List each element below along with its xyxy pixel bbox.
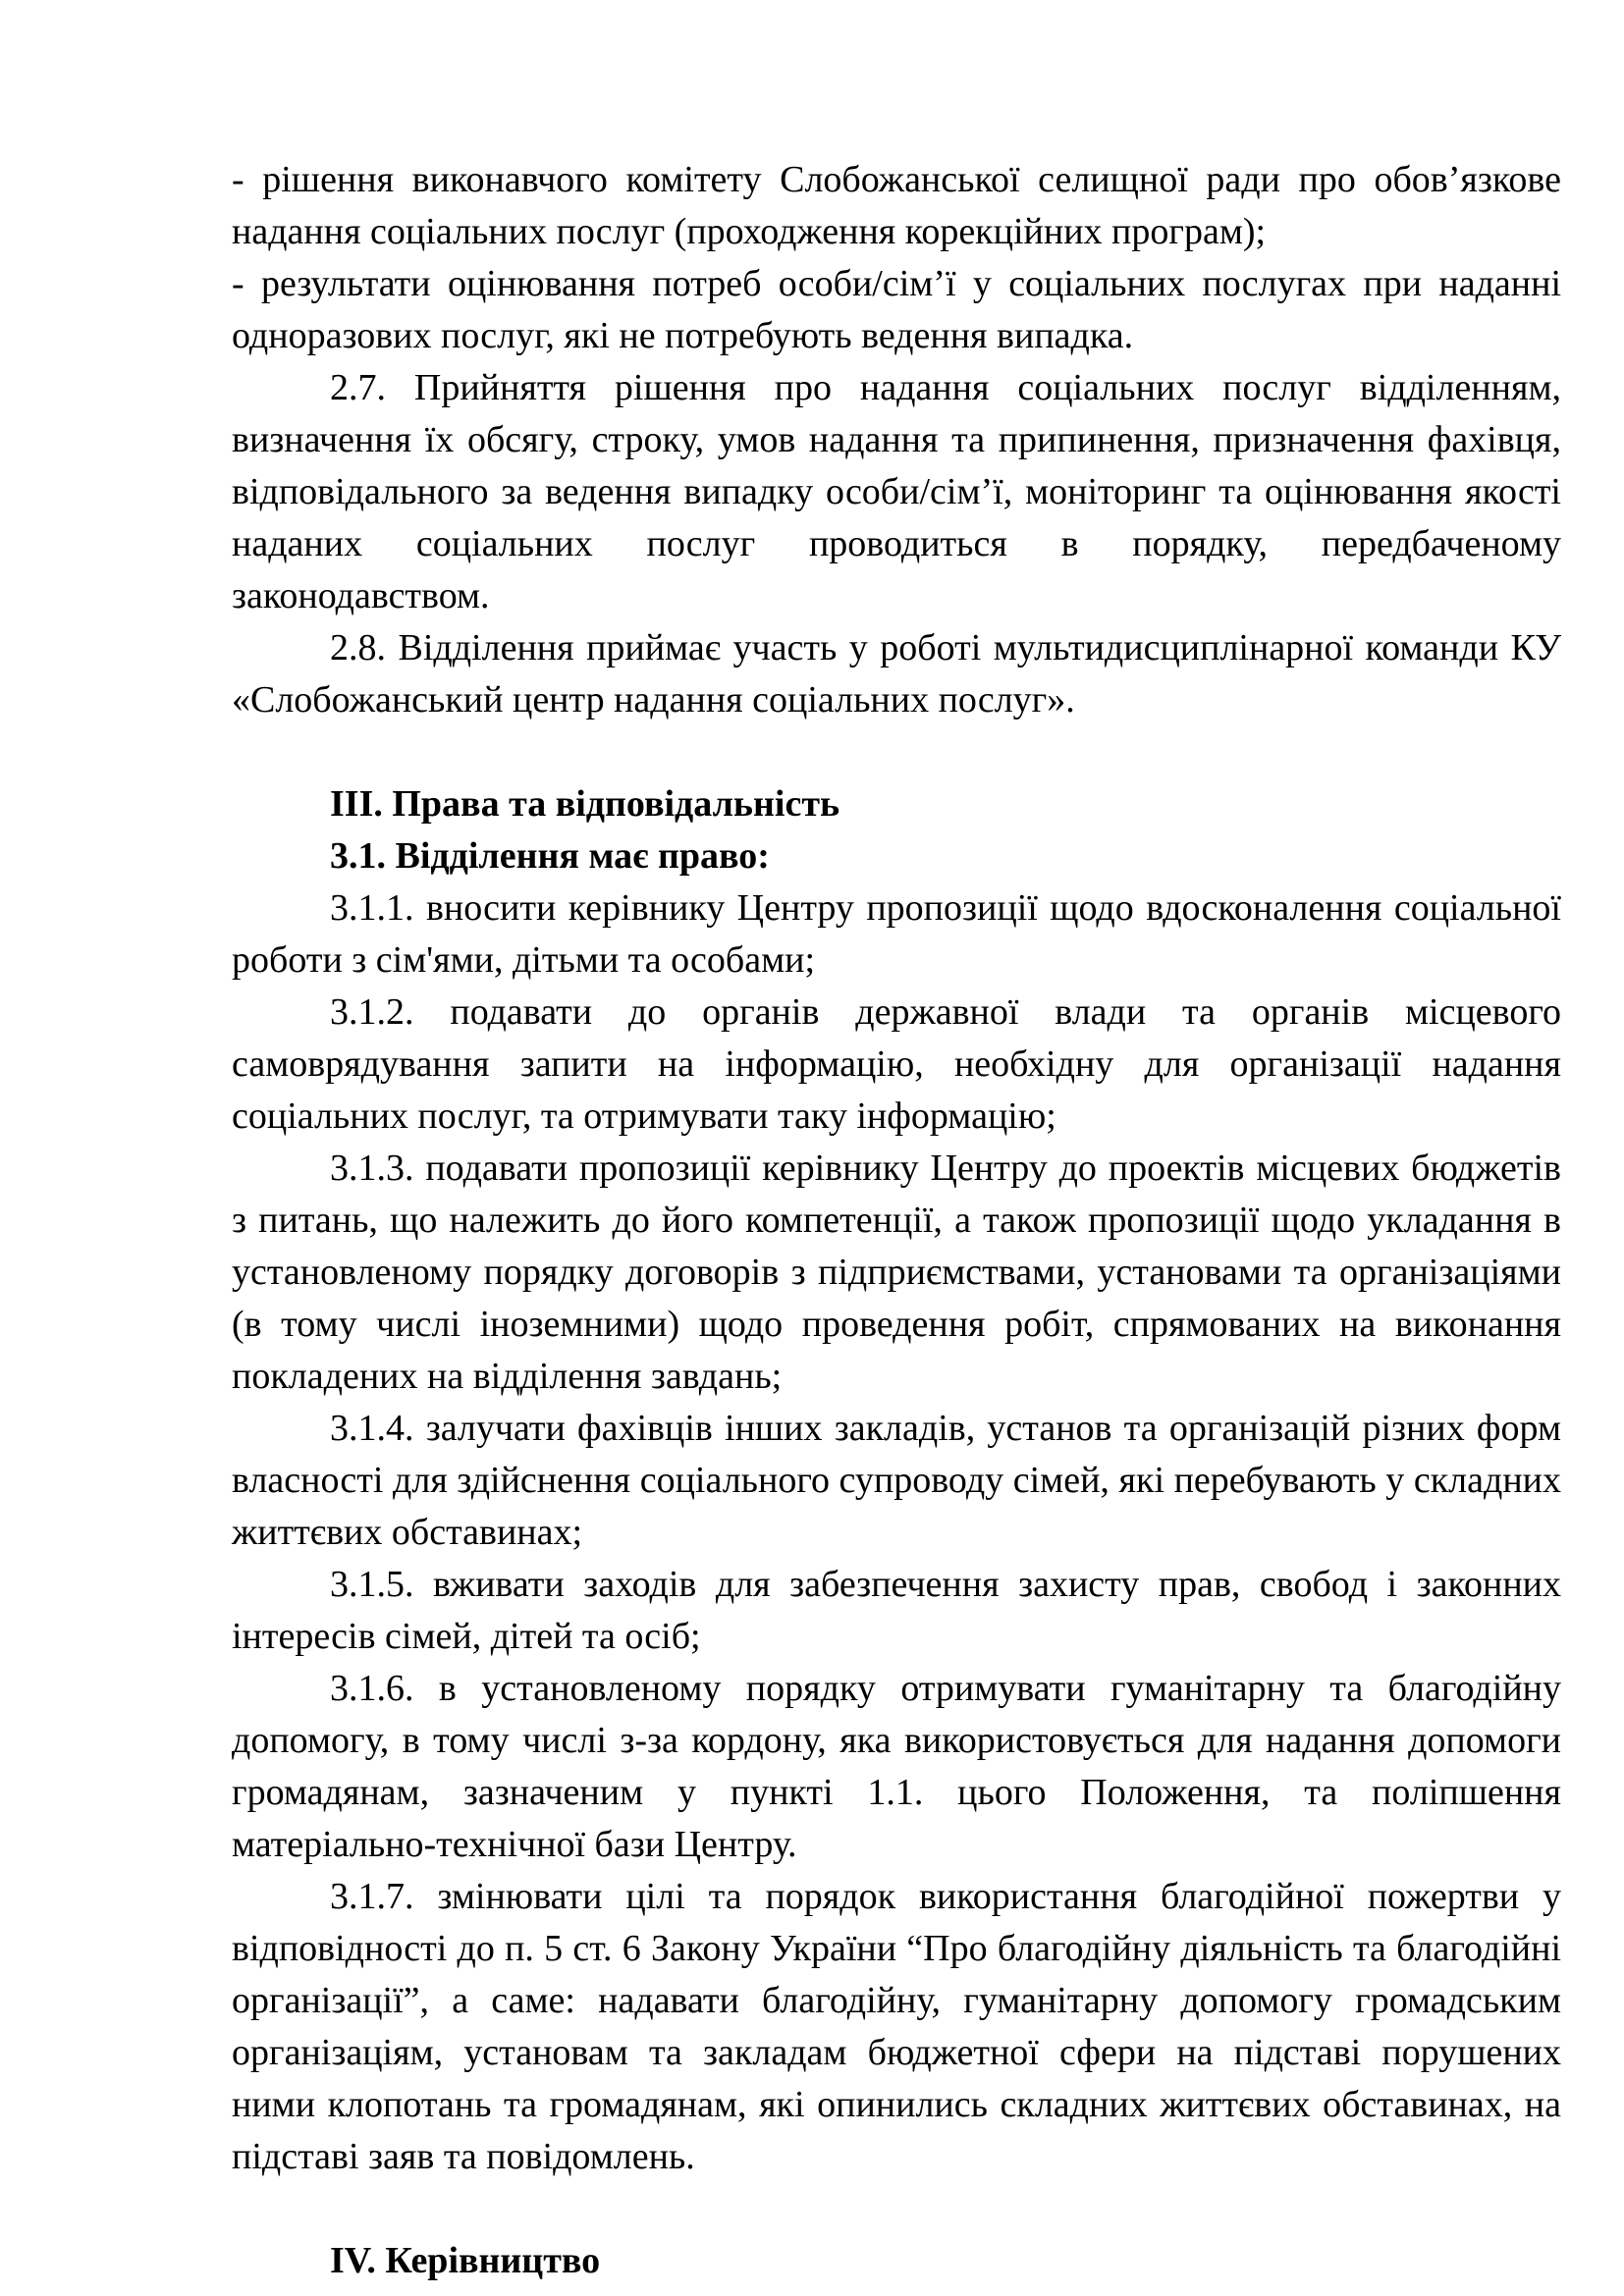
clause-3-1-6: 3.1.6. в установленому порядку отримувати гуманітарну та благодійну допомогу, в тому числі з-за кордону, яка використовується для надання допомоги громадянам, зазначеним у пункті 1.1. цього Положення, та поліпшення матеріально-технічної бази Центру. xyxy=(232,1668,1561,1865)
clause-2-8: 2.8. Відділення приймає участь у роботі мультидисциплінарної команди КУ «Слобожанський центр надання соціальних послуг». xyxy=(232,627,1561,721)
section-3-subtitle: 3.1. Відділення має право: xyxy=(330,835,770,877)
section-4-title: IV. Керівництво xyxy=(330,2240,601,2281)
document-body xyxy=(232,154,1561,2287)
clause-3-1-3: 3.1.3. подавати пропозиції керівнику Центру до проектів місцевих бюджетів з питань, що належить до його компетенції, а також пропозиції щодо укладання в установленому порядку договорів з підприємствами, установами та організаціями (в тому числі іноземними) щодо проведення робіт, спрямованих на виконання покладених на відділення завдань; xyxy=(232,1148,1561,1397)
section-spacer xyxy=(232,726,1561,778)
intro-paragraph-2: - результати оцінювання потреб особи/сім’ї у соціальних послугах при наданні одноразових послуг, які не потребують ведення випадка. xyxy=(232,263,1561,356)
clause-2-7: 2.7. Прийняття рішення про надання соціальних послуг відділенням, визначення їх обсягу, строку, умов надання та припинення, призначення фахівця, відповідального за ведення випадку особи/сім’ї, моніторинг та оцінювання якості наданих соціальних послуг проводиться в порядку, передбаченому законодавством. xyxy=(232,367,1561,616)
clause-3-1-2: 3.1.2. подавати до органів державної влади та органів місцевого самоврядування запити на інформацію, необхідну для організації надання соціальних послуг, та отримувати таку інформацію; xyxy=(232,991,1561,1137)
section-3-title: ІІІ. Права та відповідальність xyxy=(330,783,840,825)
section-spacer xyxy=(232,2183,1561,2235)
clause-3-1-1: 3.1.1. вносити керівнику Центру пропозиції щодо вдосконалення соціальної роботи з сім'ями, дітьми та особами; xyxy=(232,887,1561,981)
intro-paragraph-1: - рішення виконавчого комітету Слобожанської селищної ради про обов’язкове надання соціальних послуг (проходження корекційних програм); xyxy=(232,159,1561,252)
clause-3-1-5: 3.1.5. вживати заходів для забезпечення захисту прав, свобод і законних інтересів сімей, дітей та осіб; xyxy=(232,1564,1561,1657)
clause-3-1-7: 3.1.7. змінювати цілі та порядок використання благодійної пожертви у відповідності до п. 5 ст. 6 Закону України “Про благодійну діяльність та благодійні організації”, а саме: надавати благодійну, гуманітарну допомогу громадським організаціям, установам та закладам бюджетної сфери на підставі порушених ними клопотань та громадянам, які опинились складних життєвих обставинах, на підставі заяв та повідомлень. xyxy=(232,1876,1561,2177)
clause-3-1-4: 3.1.4. залучати фахівців інших закладів, установ та організацій різних форм власності для здійснення соціального супроводу сімей, які перебувають у складних життєвих обставинах; xyxy=(232,1408,1561,1553)
